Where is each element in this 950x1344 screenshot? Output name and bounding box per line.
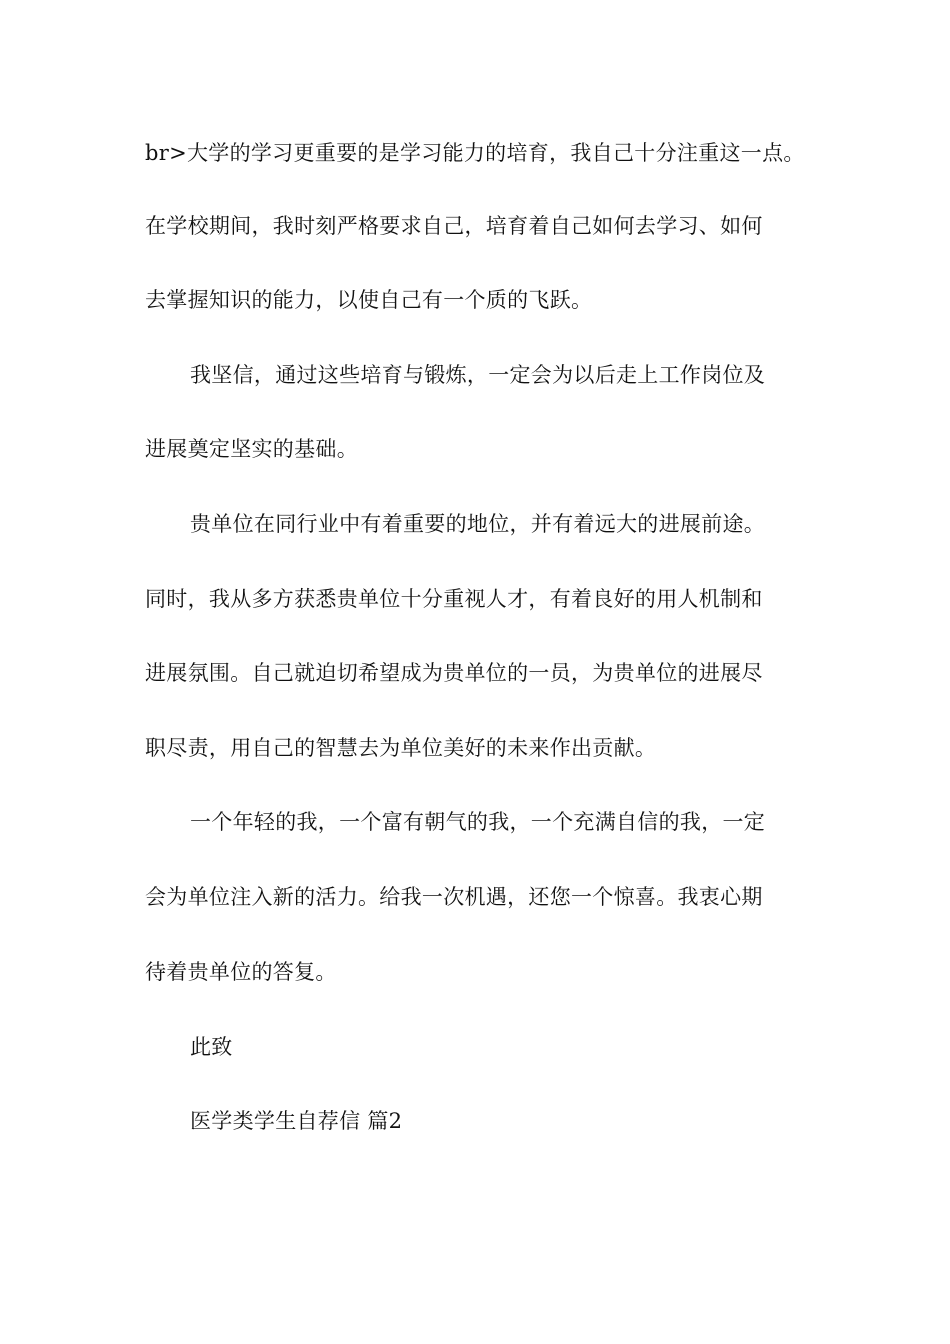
paragraph-line: 我坚信，通过这些培育与锻炼，一定会为以后走上工作岗位及 [190,363,766,387]
paragraph-line: 同时，我从多方获悉贵单位十分重视人才，有着良好的用人机制和 [145,587,763,611]
paragraph-line: 进展氛围。自己就迫切希望成为贵单位的一员，为贵单位的进展尽 [145,661,763,685]
paragraph-line: 在学校期间，我时刻严格要求自己，培育着自己如何去学习、如何 [145,214,763,238]
paragraph-line: 贵单位在同行业中有着重要的地位，并有着远大的进展前途。 [190,512,766,536]
section-heading: 医学类学生自荐信 篇2 [190,1109,403,1133]
paragraph-line: 进展奠定坚实的基础。 [145,437,358,461]
paragraph-line: 去掌握知识的能力，以使自己有一个质的飞跃。 [145,288,593,312]
paragraph-line: 职尽责，用自己的智慧去为单位美好的未来作出贡献。 [145,736,657,760]
paragraph-line: 一个年轻的我，一个富有朝气的我，一个充满自信的我，一定 [190,810,766,834]
paragraph-line: 会为单位注入新的活力。给我一次机遇，还您一个惊喜。我衷心期 [145,885,763,909]
paragraph-line: br>大学的学习更重要的是学习能力的培育，我自己十分注重这一点。 [145,141,805,165]
closing-salutation: 此致 [190,1035,233,1059]
paragraph-line: 待着贵单位的答复。 [145,960,337,984]
